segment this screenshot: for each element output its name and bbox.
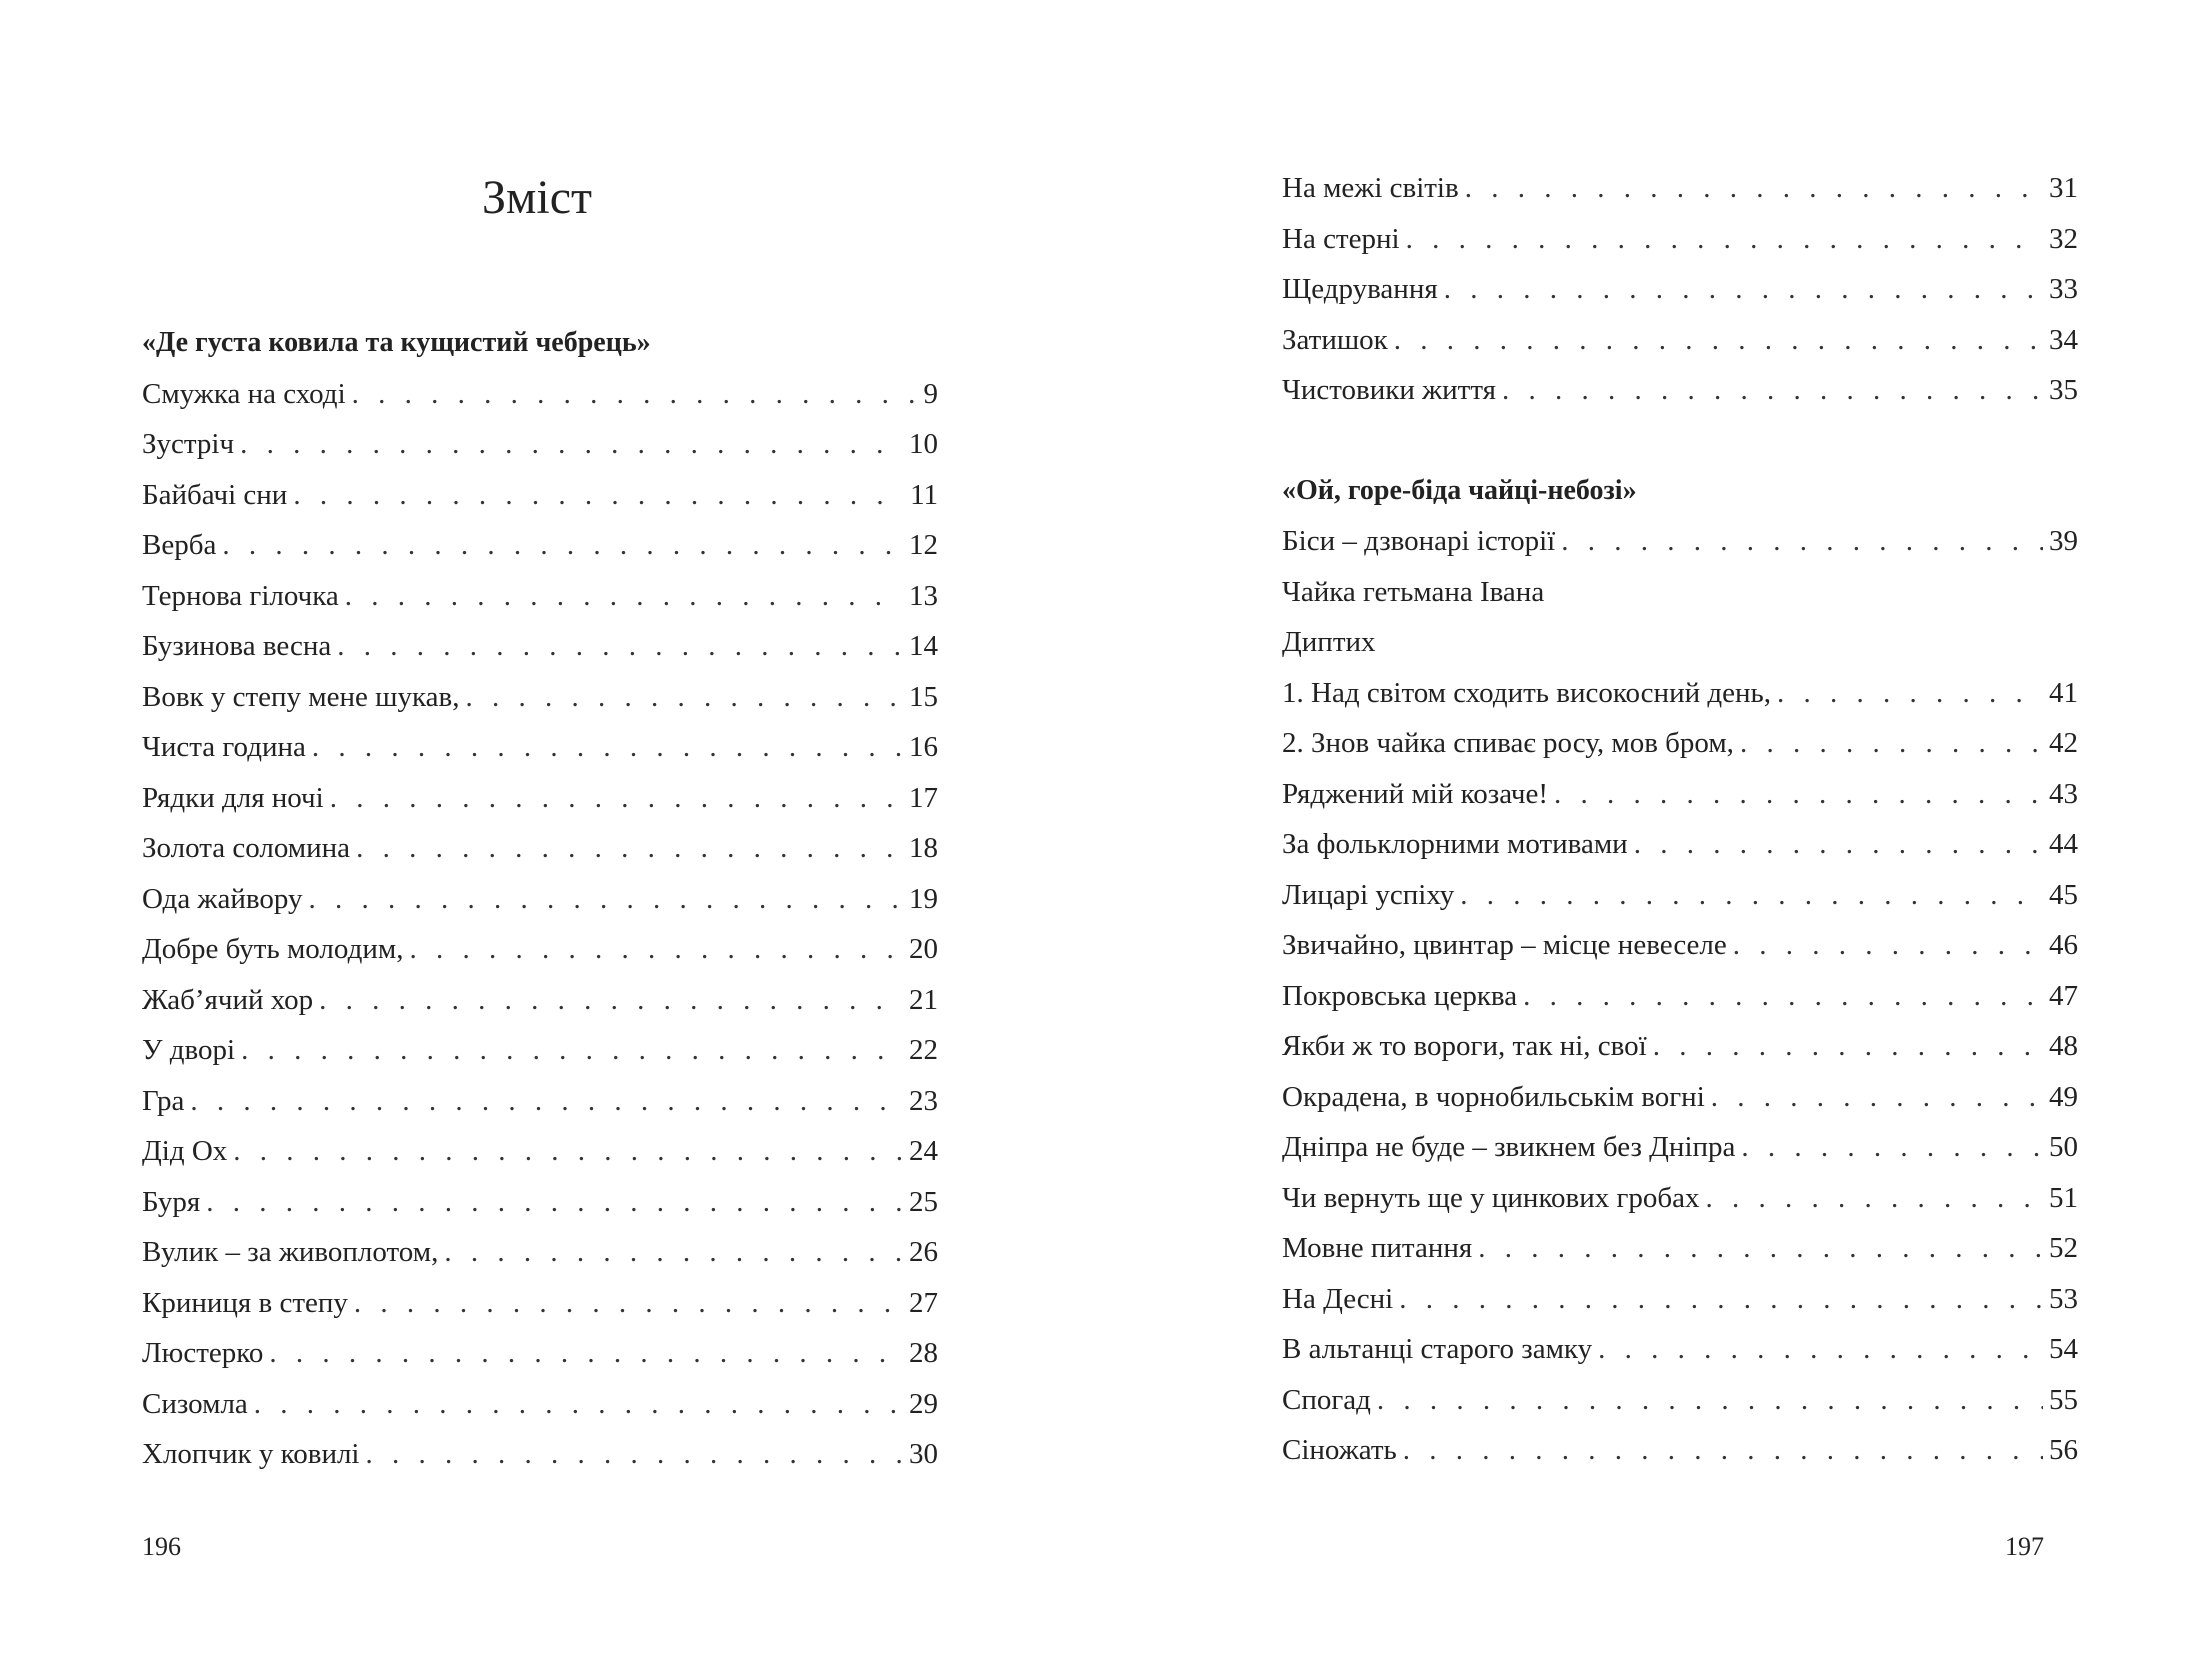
section-spacer	[1282, 416, 2078, 466]
toc-entry-page: 17	[909, 781, 938, 814]
toc-entry	[142, 975, 938, 1026]
toc-entry-title: Якби ж то вороги, так ні, свої	[1282, 1030, 1647, 1062]
toc-entry	[142, 1328, 938, 1379]
toc-entry	[1282, 1274, 2078, 1325]
toc-entry-title: Бузинова весна	[142, 630, 332, 662]
toc-entry	[1282, 1425, 2078, 1476]
toc-entry-title: За фольклорними мотивами	[1282, 828, 1628, 860]
toc-entry-page: 43	[2049, 777, 2078, 810]
page-number: 197	[2005, 1532, 2044, 1561]
toc-entry-title: Гра	[142, 1084, 185, 1117]
toc-entry	[142, 1379, 938, 1430]
toc-entry	[1282, 1122, 2078, 1173]
toc-entry	[142, 823, 938, 874]
toc-entry-title: Біси – дзвонарі історії	[1282, 525, 1556, 557]
toc-entry	[142, 1429, 938, 1480]
dot-leader	[356, 823, 903, 874]
toc-entry-title: В альтанці старого замку	[1282, 1333, 1593, 1365]
dot-leader	[222, 520, 903, 571]
dot-leader	[240, 419, 903, 470]
dot-leader	[1523, 971, 2043, 1022]
dot-leader	[1777, 668, 2043, 719]
toc-entry	[1282, 264, 2078, 315]
toc-entry	[1282, 214, 2078, 265]
dot-leader	[1561, 516, 2043, 567]
toc-left	[142, 318, 938, 1480]
toc-entry-title: Чистовики життя	[1282, 374, 1496, 406]
toc-entry	[1282, 1375, 2078, 1426]
toc-entry-title: Криниця в степу	[142, 1286, 348, 1319]
dot-leader	[1653, 1021, 2043, 1072]
dot-leader	[1399, 1274, 2043, 1325]
toc-entry-title: На Десні	[1282, 1282, 1394, 1315]
toc-entry	[142, 621, 938, 672]
dot-leader	[241, 1025, 903, 1076]
toc-entry-title: Зустріч	[142, 428, 235, 460]
toc-entry	[142, 1177, 938, 1228]
toc-entry-page: 49	[2049, 1080, 2078, 1113]
dot-leader	[1406, 214, 2043, 265]
toc-entry-page: 27	[909, 1286, 938, 1319]
toc-entry	[142, 924, 938, 975]
toc-entry-title: Хлопчик у ковилі	[142, 1438, 360, 1470]
toc-entry-title: Чайка гетьмана Івана	[1282, 575, 1545, 608]
dot-leader	[1403, 1425, 2043, 1476]
dot-leader	[308, 874, 903, 925]
toc-entry	[142, 1227, 938, 1278]
toc-entry-page: 35	[2049, 374, 2078, 406]
dot-leader	[1733, 920, 2043, 971]
toc-entry-title: Затишок	[1282, 323, 1388, 356]
toc-entry-page: 52	[2049, 1232, 2078, 1264]
toc-entry	[142, 1076, 938, 1127]
dot-leader	[1460, 870, 2043, 921]
toc-entry-page: 20	[909, 933, 938, 965]
toc-entry	[1282, 920, 2078, 971]
toc-entry	[1282, 971, 2078, 1022]
toc-entry	[1282, 870, 2078, 921]
toc-entry-title: Диптих	[1282, 626, 1376, 658]
toc-entry-page: 56	[2049, 1434, 2078, 1466]
page-title: Зміст	[481, 171, 593, 224]
toc-right	[1282, 163, 2078, 1476]
toc-entry-title: Жаб’ячий хор	[142, 983, 314, 1016]
toc-entry	[1282, 1324, 2078, 1375]
dot-leader	[1740, 718, 2043, 769]
toc-entry-title: Сіножать	[1282, 1434, 1397, 1466]
dot-leader	[354, 1278, 903, 1329]
toc-entry-title: Золота соломина	[142, 832, 351, 864]
toc-entry	[1282, 718, 2078, 769]
toc-entry	[142, 1278, 938, 1329]
toc-entry	[142, 874, 938, 925]
dot-leader	[465, 672, 903, 723]
section-heading: «Де густа ковила та кущистий чебрець»	[142, 327, 651, 358]
toc-entry-page: 54	[2049, 1333, 2078, 1365]
toc-entry	[1282, 1021, 2078, 1072]
dot-leader	[330, 773, 903, 824]
toc-entry-page: 14	[909, 630, 938, 662]
page-number: 196	[142, 1532, 181, 1561]
toc-entry-page: 21	[909, 983, 938, 1016]
toc-entry-page: 15	[909, 680, 938, 713]
toc-entry	[1282, 819, 2078, 870]
dot-leader	[1711, 1072, 2043, 1123]
dot-leader	[1465, 163, 2043, 214]
right-page	[1102, 0, 2205, 1654]
toc-entry-title: Байбачі сни	[142, 478, 288, 511]
toc-entry-title: У дворі	[142, 1034, 236, 1066]
toc-entry-page: 44	[2049, 828, 2078, 860]
toc-entry-page: 25	[909, 1185, 938, 1218]
toc-entry-title: Буря	[142, 1185, 201, 1218]
toc-entry-page: 53	[2049, 1282, 2078, 1315]
toc-entry-title: Люстерко	[142, 1337, 264, 1369]
toc-entry	[1282, 617, 2078, 668]
toc-entry	[142, 672, 938, 723]
toc-entry-page: 24	[909, 1135, 938, 1167]
toc-entry	[1282, 163, 2078, 214]
toc-entry-list	[1282, 516, 2078, 1476]
toc-entry-title: Дніпра не буде – звикнем без Дніпра	[1282, 1131, 1736, 1163]
toc-entry-title: Мовне питання	[1282, 1232, 1473, 1264]
toc-entry	[142, 369, 938, 420]
dot-leader	[1554, 769, 2043, 820]
toc-entry-title: Вулик – за живоплотом,	[142, 1236, 439, 1268]
dot-leader	[409, 924, 903, 975]
dot-leader	[312, 722, 903, 773]
dot-leader	[1598, 1324, 2043, 1375]
toc-entry	[142, 419, 938, 470]
toc-entry-title: Щедрування	[1282, 273, 1438, 305]
toc-entry-page: 45	[2049, 878, 2078, 911]
dot-leader	[190, 1076, 903, 1127]
dot-leader	[366, 1429, 904, 1480]
toc-entry-page: 55	[2049, 1383, 2078, 1416]
dot-leader	[1394, 315, 2043, 366]
toc-entry-page: 26	[909, 1236, 938, 1268]
toc-entry-page: 41	[2049, 676, 2078, 709]
toc-entry-title: Тернова гілочка	[142, 579, 339, 612]
toc-entry-page: 50	[2049, 1131, 2078, 1163]
toc-entry-page: 28	[909, 1337, 938, 1369]
dot-leader	[233, 1126, 903, 1177]
toc-entry-page: 10	[909, 428, 938, 460]
section-heading: «Ой, горе-біда чайці-небозі»	[1282, 474, 1637, 506]
toc-entry	[1282, 1072, 2078, 1123]
toc-entry-title: Верба	[142, 529, 217, 561]
toc-entry-title: Покровська церква	[1282, 979, 1518, 1012]
toc-entry-title: На стерні	[1282, 222, 1400, 255]
dot-leader	[293, 470, 904, 521]
toc-entry-title: Ода жайвору	[142, 882, 303, 915]
toc-entry-page: 9	[923, 377, 938, 410]
toc-entry-title: Спогад	[1282, 1383, 1371, 1416]
toc-entry-page: 16	[909, 731, 938, 763]
dot-leader	[352, 369, 918, 420]
toc-entry-title: Звичайно, цвинтар – місце невеселе	[1282, 929, 1727, 961]
dot-leader	[337, 621, 903, 672]
toc-entry	[1282, 1223, 2078, 1274]
toc-entry	[1282, 315, 2078, 366]
toc-entry-page: 42	[2049, 727, 2078, 759]
toc-entry	[142, 722, 938, 773]
toc-entry-page: 32	[2049, 222, 2078, 255]
dot-leader	[1502, 365, 2043, 416]
dot-leader	[1741, 1122, 2043, 1173]
toc-entry-page: 12	[909, 529, 938, 561]
toc-entry	[1282, 365, 2078, 416]
dot-leader	[345, 571, 903, 622]
dot-leader	[1478, 1223, 2043, 1274]
dot-leader	[269, 1328, 903, 1379]
toc-entry-title: Ряджений мій козаче!	[1282, 777, 1549, 810]
toc-entry-page: 39	[2049, 525, 2078, 557]
toc-entry-title: 2. Знов чайка спиває росу, мов бром,	[1282, 727, 1734, 759]
toc-entry	[142, 1025, 938, 1076]
dot-leader	[206, 1177, 903, 1228]
toc-entry-title: Чи вернуть ще у цинкових гробах	[1282, 1181, 1700, 1214]
dot-leader	[319, 975, 903, 1026]
toc-entry-title: Добре буть молодим,	[142, 933, 404, 965]
toc-entry-title: 1. Над світом сходить високосний день,	[1282, 676, 1771, 709]
dot-leader	[444, 1227, 903, 1278]
toc-entry-title: На межі світів	[1282, 172, 1459, 204]
toc-entry-page: 47	[2049, 979, 2078, 1012]
toc-entry-page: 23	[909, 1084, 938, 1117]
toc-entry	[142, 571, 938, 622]
toc-entry	[1282, 516, 2078, 567]
dot-leader	[1377, 1375, 2043, 1426]
toc-entry-page: 19	[909, 882, 938, 915]
toc-entry	[1282, 769, 2078, 820]
toc-entry	[1282, 668, 2078, 719]
toc-entry-page: 11	[910, 478, 938, 511]
toc-entry	[142, 470, 938, 521]
toc-entry-list	[1282, 163, 2078, 416]
toc-entry-list	[142, 369, 938, 1480]
toc-entry	[1282, 1173, 2078, 1224]
dot-leader	[254, 1379, 903, 1430]
toc-entry-page: 48	[2049, 1030, 2078, 1062]
toc-entry-page: 34	[2049, 323, 2078, 356]
toc-entry-page: 13	[909, 579, 938, 612]
toc-entry	[1282, 567, 2078, 618]
toc-entry-page: 22	[909, 1034, 938, 1066]
toc-entry-title: Дід Ох	[142, 1135, 228, 1167]
toc-entry-title: Лицарі успіху	[1282, 878, 1455, 911]
dot-leader	[1444, 264, 2043, 315]
toc-entry	[142, 1126, 938, 1177]
toc-entry	[142, 520, 938, 571]
toc-entry-title: Окрадена, в чорнобильськім вогні	[1282, 1080, 1705, 1113]
toc-entry-page: 46	[2049, 929, 2078, 961]
dot-leader	[1706, 1173, 2043, 1224]
toc-entry-page: 30	[909, 1438, 938, 1470]
toc-entry-page: 33	[2049, 273, 2078, 305]
toc-entry-title: Вовк у степу мене шукав,	[142, 680, 460, 713]
toc-entry-page: 51	[2049, 1181, 2078, 1214]
dot-leader	[1634, 819, 2043, 870]
toc-entry-title: Чиста година	[142, 731, 306, 763]
toc-entry	[142, 773, 938, 824]
left-page	[0, 0, 1102, 1654]
toc-entry-page: 29	[909, 1387, 938, 1420]
toc-entry-title: Рядки для ночі	[142, 781, 324, 814]
toc-entry-page: 31	[2049, 172, 2078, 204]
toc-entry-page: 18	[909, 832, 938, 864]
toc-entry-title: Сизомла	[142, 1387, 248, 1420]
toc-entry-title: Смужка на сході	[142, 377, 346, 410]
